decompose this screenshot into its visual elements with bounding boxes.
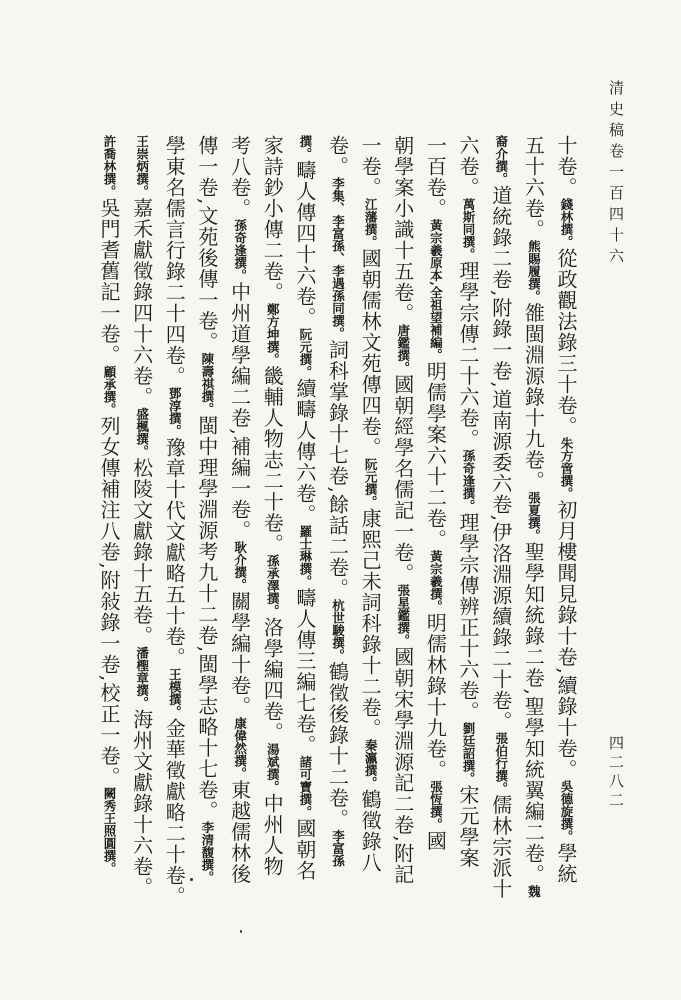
author-annotation: 杭世駿撰。 <box>330 598 346 662</box>
text-column <box>519 135 547 965</box>
author-annotation: 錢林撰。 <box>558 198 574 248</box>
author-annotation: 張夏撰。 <box>526 491 542 542</box>
author-annotation: 張恆撰。 <box>428 780 444 831</box>
text-segment: 六卷。 <box>456 135 481 198</box>
text-segment: 中州道學編二卷,補編一卷。 <box>227 281 252 541</box>
text-column <box>454 135 482 965</box>
text-segment: 學統 <box>553 842 578 885</box>
text-segment: 學東名儒言行錄二十四卷。 <box>162 135 187 387</box>
author-annotation: 孫承澤撰。 <box>265 554 281 617</box>
author-annotation: 顧承撰。 <box>102 365 117 416</box>
author-annotation: 魏 <box>526 884 542 898</box>
author-annotation: 潘檉章撰。 <box>134 646 150 709</box>
text-segment: 鶴徵錄八 <box>358 789 383 873</box>
author-annotation: 李清馥撰。 <box>199 821 215 884</box>
text-segment: 列女傳補注八卷,附敍錄一卷,校正一卷。 <box>97 415 121 788</box>
author-annotation: 熊賜履撰。 <box>526 240 542 303</box>
text-segment: 十卷。 <box>553 135 578 198</box>
text-column <box>193 135 221 965</box>
text-segment: 雒閩淵源錄十九卷。 <box>521 302 546 492</box>
author-annotation: 萬斯同撰。 <box>461 198 477 261</box>
author-annotation: 黃宗羲撰。 <box>428 549 444 613</box>
text-segment: 畿輔人物志二十卷。 <box>260 365 285 555</box>
text-segment: 松陵文獻錄十五卷。 <box>129 457 154 647</box>
text-body <box>95 135 580 965</box>
author-annotation: 王模撰。 <box>167 668 183 718</box>
text-segment: 卷。 <box>325 135 350 177</box>
text-column <box>421 135 449 965</box>
text-segment: 疇人傳三編七卷。 <box>292 587 317 756</box>
text-segment: 傳一卷,文苑後傳一卷。 <box>194 135 219 353</box>
text-segment: 明儒林錄十九卷。 <box>423 612 448 781</box>
text-segment: 中州人物 <box>260 793 285 877</box>
text-segment: 國朝儒林文苑傳四卷。 <box>358 248 383 458</box>
text-segment: 宋元學案 <box>456 784 481 869</box>
text-column <box>323 135 351 965</box>
text-column <box>356 135 384 965</box>
author-annotation: 孫奇逢撰。 <box>232 219 248 282</box>
text-column <box>258 135 286 965</box>
author-annotation: 盛楓撰。 <box>134 407 150 458</box>
page-header-title: 清史稿卷一百四十六 <box>607 80 625 269</box>
text-segment: 豫章十代文獻略五十卷。 <box>162 437 187 668</box>
text-segment: 聖學知統錄二卷,聖學知統翼編二卷。 <box>521 541 546 885</box>
text-segment: 詞科掌錄十七卷,餘話二卷。 <box>325 339 350 599</box>
text-segment: 一百卷。 <box>423 135 448 219</box>
text-segment: 家詩鈔小傳二卷。 <box>260 135 285 303</box>
text-segment: 一卷。 <box>358 135 383 198</box>
author-annotation: 湯斌撰。 <box>265 743 281 793</box>
text-segment: 理學宗傳辨正十六卷。 <box>456 512 481 722</box>
text-segment: 明儒學案六十二卷。 <box>423 360 448 550</box>
author-annotation: 張星鑑撰。 <box>395 584 411 647</box>
text-segment: 洛學編四卷。 <box>260 617 285 743</box>
author-annotation: 阮元撰。 <box>363 458 379 508</box>
text-segment: 東越儒林後 <box>227 779 252 885</box>
text-segment: 嘉禾獻徵錄四十六卷。 <box>129 197 154 408</box>
author-annotation: 朱方啻撰。 <box>558 437 574 500</box>
author-annotation: 諸可寶撰。 <box>297 755 313 818</box>
author-annotation: 康偉然撰。 <box>232 716 248 780</box>
text-column <box>160 135 188 965</box>
text-segment: 道統錄二卷,附錄一卷,道南源委六卷,伊洛淵源續錄二十卷。 <box>488 185 513 733</box>
author-annotation: 唐鑑撰。 <box>395 324 411 374</box>
text-column <box>226 135 254 965</box>
author-annotation: 秦瀛撰。 <box>363 739 379 789</box>
text-segment: 閩中理學淵源考九十二卷,閩學志略十七卷。 <box>194 414 219 822</box>
text-segment: 續疇人傳六卷。 <box>292 378 317 525</box>
author-annotation: 許喬林撰。 <box>102 135 117 198</box>
author-annotation: 李集、李富孫、李遇孫同撰。 <box>330 177 346 340</box>
text-column <box>128 135 156 965</box>
author-annotation: 陳壽祺撰。 <box>199 352 215 415</box>
text-column <box>291 135 319 965</box>
text-segment: 疇人傳四十六卷。 <box>292 160 317 328</box>
text-segment: 國朝名 <box>292 818 317 881</box>
author-annotation: 阮元撰。 <box>297 328 313 378</box>
text-segment: 初月樓聞見錄十卷,續錄十卷。 <box>553 499 578 780</box>
author-annotation: 闕秀王照圓撰。 <box>102 787 117 875</box>
text-segment: 國 <box>423 830 448 852</box>
author-annotation: 裔介撰。 <box>493 135 509 185</box>
page-number: 四二八二 <box>607 735 625 811</box>
text-segment: 康熙己未詞科錄十二卷。 <box>358 508 383 739</box>
text-segment: 五十六卷。 <box>521 135 546 240</box>
text-segment: 從政觀法錄三十卷。 <box>553 248 578 437</box>
author-annotation: 劉廷詔撰。 <box>461 722 477 785</box>
author-annotation: 耿介撰。 <box>232 540 248 591</box>
author-annotation: 王崇炳撰。 <box>134 135 150 198</box>
text-segment: 金華徵獻略二十卷。 <box>162 718 187 907</box>
text-segment: 考八卷。 <box>227 135 252 219</box>
text-segment: 朝學案小識十五卷。 <box>390 135 415 324</box>
author-annotation: 張伯行撰。 <box>493 732 509 795</box>
scan-speck <box>240 930 242 933</box>
author-annotation: 孫奇逢撰。 <box>461 449 477 512</box>
text-column <box>389 135 417 965</box>
text-segment: 國朝經學名儒記一卷。 <box>390 374 415 584</box>
author-annotation: 李富孫 <box>330 829 346 867</box>
author-annotation: 黃宗羲原本,全祖望補編。 <box>428 219 444 361</box>
author-annotation: 鄭方坤撰。 <box>265 303 281 366</box>
text-segment: 吳門耆舊記一卷。 <box>97 197 121 366</box>
text-segment: 鶴徵後錄十二卷。 <box>325 661 350 830</box>
text-segment: 國朝宋學淵源記二卷,附記 <box>390 646 415 885</box>
text-segment: 海州文獻錄十六卷。 <box>129 709 154 898</box>
author-annotation: 羅士琳撰。 <box>297 525 313 588</box>
author-annotation: 江藩撰。 <box>363 198 379 248</box>
text-segment: 關學編十卷。 <box>227 590 252 717</box>
text-column <box>487 135 515 965</box>
scan-speck <box>190 878 193 881</box>
author-annotation: 鄧淳撰。 <box>167 387 183 437</box>
author-annotation: 撰。 <box>297 135 313 160</box>
text-segment: 理學宗傳二十六卷。 <box>456 260 481 450</box>
author-annotation: 吳德旋撰。 <box>558 779 574 843</box>
text-segment: 儒林宗派十 <box>488 794 513 900</box>
text-column <box>95 135 123 965</box>
text-column <box>552 135 580 965</box>
